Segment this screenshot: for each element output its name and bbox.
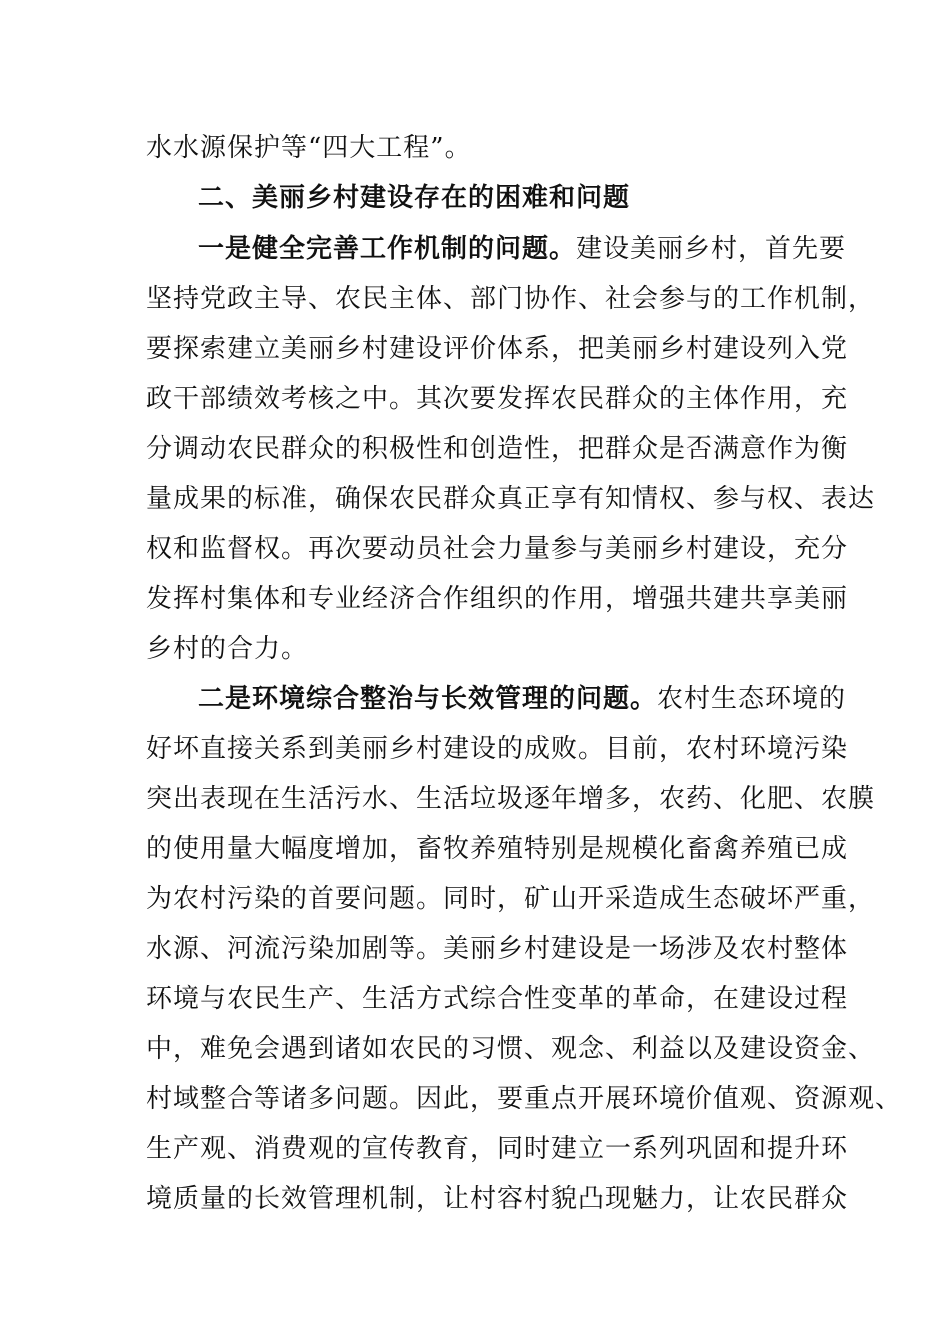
paragraph-line: [146, 881, 876, 917]
paragraph-lead: 一是健全完善工作机制的问题。: [198, 234, 577, 264]
line-text: 坚持党政主导、农民主体、部门协作、社会参与的工作机制，: [146, 284, 876, 314]
paragraph-lead: 二是环境综合整治与长效管理的问题。: [198, 684, 658, 714]
paragraph-line: [198, 231, 847, 267]
paragraph-line: [146, 381, 849, 417]
heading-text: 二、美丽乡村建设存在的困难和问题: [198, 183, 631, 213]
line-text: 环境与农民生产、生活方式综合性变革的革命，在建设过程: [146, 984, 849, 1014]
line-text: 发挥村集体和专业经济合作组织的作用，增强共建共享美丽: [146, 584, 849, 614]
paragraph-line: [146, 1131, 849, 1167]
line-text: 建设美丽乡村，首先要: [576, 234, 847, 264]
line-text: 分调动农民群众的积极性和创造性，把群众是否满意作为衡: [146, 434, 849, 464]
paragraph-line: [146, 281, 876, 317]
paragraph-line: [146, 1181, 849, 1217]
paragraph-line: [146, 731, 849, 767]
section-heading: [198, 180, 816, 216]
line-text: 村域整合等诸多问题。因此，要重点开展环境价值观、资源观、: [146, 1084, 903, 1114]
paragraph-line: [146, 981, 849, 1017]
line-text: 突出表现在生活污水、生活垃圾逐年增多，农药、化肥、农膜: [146, 784, 876, 814]
paragraph-line: [146, 781, 876, 817]
line-text: 水源、河流污染加剧等。美丽乡村建设是一场涉及农村整体: [146, 934, 849, 964]
line-text: 农村生态环境的: [657, 684, 847, 714]
paragraph-line: [146, 130, 816, 166]
line-text: 中，难免会遇到诸如农民的习惯、观念、利益以及建设资金、: [146, 1034, 876, 1064]
line-text: 境质量的长效管理机制，让村容村貌凸现魅力，让农民群众: [146, 1184, 849, 1214]
line-text: 量成果的标准，确保农民群众真正享有知情权、参与权、表达: [146, 484, 876, 514]
line-text: 的使用量大幅度增加，畜牧养殖特别是规模化畜禽养殖已成: [146, 834, 849, 864]
line-text: 政干部绩效考核之中。其次要发挥农民群众的主体作用，充: [146, 384, 849, 414]
line-text: 生产观、消费观的宣传教育，同时建立一系列巩固和提升环: [146, 1134, 849, 1164]
line-text: 权和监督权。再次要动员社会力量参与美丽乡村建设，充分: [146, 534, 849, 564]
line-text: 水水源保护等“四大工程”。: [146, 133, 472, 163]
paragraph-line: [146, 1031, 876, 1067]
paragraph-line: [146, 831, 849, 867]
paragraph-line: [146, 531, 849, 567]
paragraph-line: [146, 581, 849, 617]
paragraph-line: [146, 481, 876, 517]
paragraph-line: [146, 631, 816, 667]
paragraph-line: [146, 431, 849, 467]
paragraph-line: [146, 1081, 903, 1117]
paragraph-line: [146, 331, 849, 367]
line-text: 为农村污染的首要问题。同时，矿山开采造成生态破坏严重，: [146, 884, 876, 914]
line-text: 好坏直接关系到美丽乡村建设的成败。目前，农村环境污染: [146, 734, 849, 764]
paragraph-line: [146, 931, 849, 967]
paragraph-line: [198, 681, 847, 717]
line-text: 要探索建立美丽乡村建设评价体系，把美丽乡村建设列入党: [146, 334, 849, 364]
line-text: 乡村的合力。: [146, 634, 309, 664]
